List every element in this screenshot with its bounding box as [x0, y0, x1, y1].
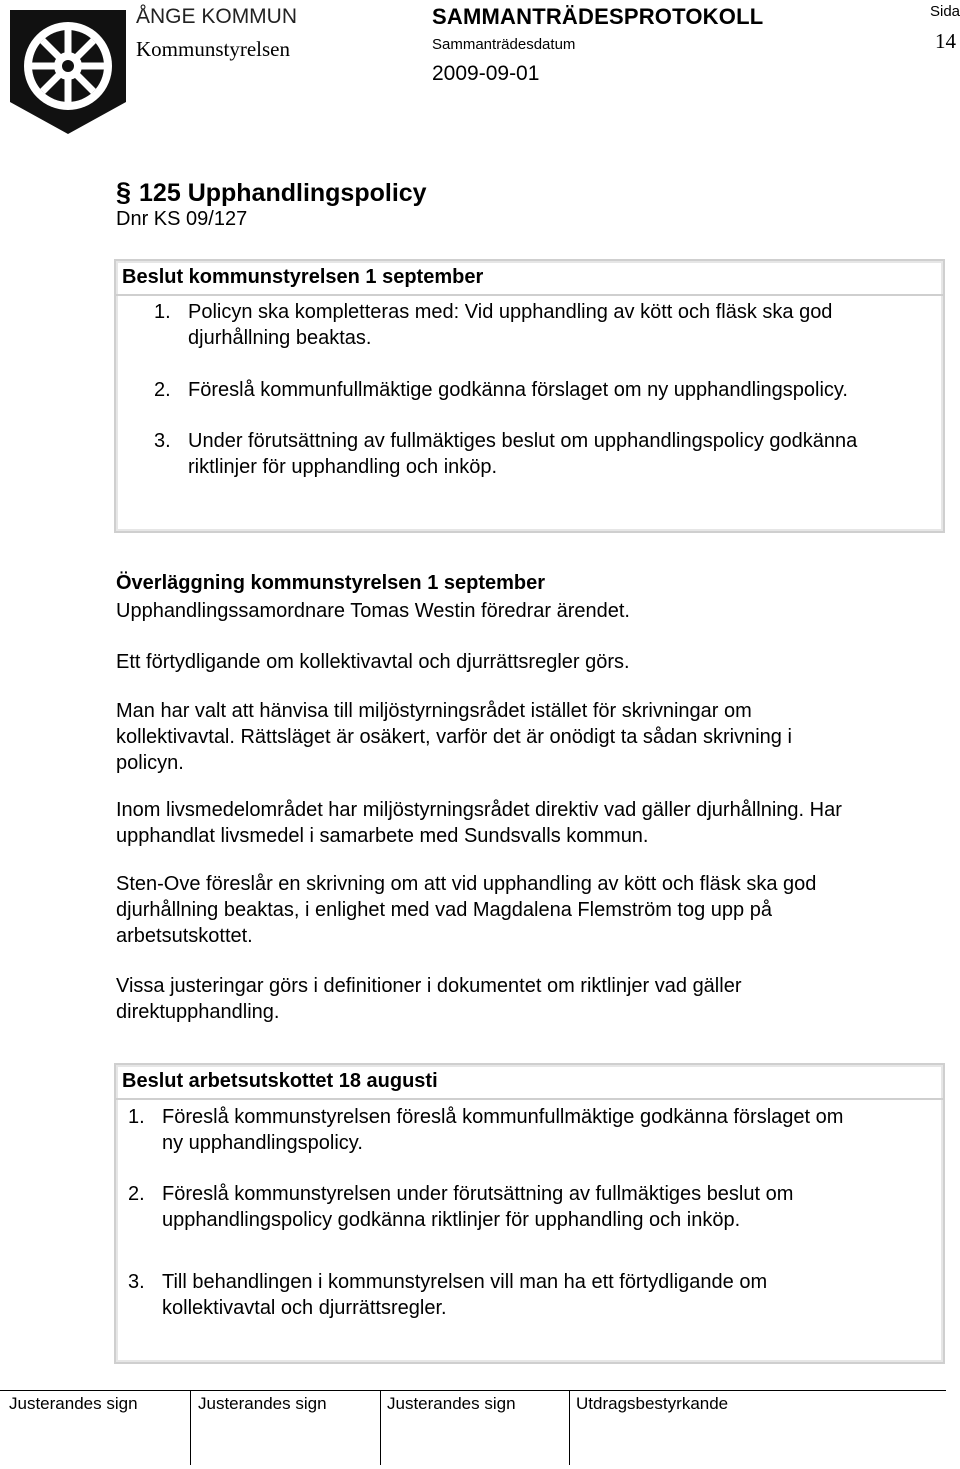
page-label: Sida: [930, 3, 960, 20]
case-number: Dnr KS 09/127: [116, 208, 248, 230]
list-item-line: kollektivavtal och djurrättsregler.: [162, 1297, 447, 1319]
list-item-number: 1.: [128, 1106, 145, 1128]
section-title-text: 125 Upphandlingspolicy: [139, 179, 427, 207]
paragraph: [116, 973, 741, 1025]
paragraph-line: direktupphandling.: [116, 1001, 280, 1023]
list-item-number: 2.: [128, 1183, 145, 1205]
meeting-date-label: Sammanträdesdatum: [432, 36, 576, 53]
protocol-title: SAMMANTRÄDESPROTOKOLL: [432, 4, 764, 29]
list-item-number: 2.: [154, 379, 171, 401]
list-item-line: Föreslå kommunstyrelsen föreslå kommunfullmäktige godkänna förslaget om: [162, 1106, 844, 1128]
paragraph-line: Upphandlingssamordnare Tomas Westin föredrar ärendet.: [116, 600, 630, 622]
section-symbol: §: [116, 177, 132, 207]
list-item-number: 1.: [154, 301, 171, 323]
section-title: [116, 177, 427, 208]
footer-rule: [0, 1390, 946, 1391]
paragraph-line: Ett förtydligande om kollektivavtal och djurrättsregler görs.: [116, 651, 630, 673]
list-item-line: Till behandlingen i kommunstyrelsen vill man ha ett förtydligande om: [162, 1271, 768, 1293]
paragraph-line: policyn.: [116, 752, 184, 774]
paragraph-line: Vissa justeringar görs i definitioner i dokumentet om riktlinjer vad gäller: [116, 975, 742, 997]
footer-certification-label: Utdragsbestyrkande: [576, 1394, 729, 1413]
footer-signature-label: Justerandes sign: [198, 1394, 327, 1413]
list-item-line: djurhållning beaktas.: [188, 327, 372, 349]
paragraph: [116, 698, 792, 776]
footer-divider: [380, 1390, 381, 1465]
paragraph: [116, 797, 842, 849]
decision-ks-heading: Beslut kommunstyrelsen 1 september: [122, 266, 484, 288]
paragraph-line: Sten-Ove föreslår en skrivning om att vid upphandling av kött och fläsk ska god: [116, 873, 817, 895]
footer-divider: [190, 1390, 191, 1465]
paragraph-line: Man har valt att hänvisa till miljöstyrningsrådet istället för skrivningar om: [116, 700, 752, 722]
decision-box-ks-divider: [116, 294, 943, 296]
page-number: 14: [935, 29, 956, 53]
list-item-line: ny upphandlingspolicy.: [162, 1132, 363, 1154]
deliberation-heading: Överläggning kommunstyrelsen 1 september: [116, 572, 546, 594]
paragraph-line: djurhållning beaktas, i enlighet med vad Magdalena Flemström tog upp på: [116, 899, 772, 921]
list-item-number: 3.: [154, 430, 171, 452]
list-item-line: Föreslå kommunfullmäktige godkänna förslaget om ny upphandlingspolicy.: [188, 379, 848, 401]
list-item-line: Föreslå kommunstyrelsen under förutsättning av fullmäktiges beslut om: [162, 1183, 794, 1205]
list-item-number: 3.: [128, 1271, 145, 1293]
paragraph-line: upphandlat livsmedel i samarbete med Sundsvalls kommun.: [116, 825, 649, 847]
meeting-date-value: 2009-09-01: [432, 62, 540, 85]
list-item-line: riktlinjer för upphandling och inköp.: [188, 456, 498, 478]
paragraph: [116, 649, 630, 675]
list-item-line: Under förutsättning av fullmäktiges beslut om upphandlingspolicy godkänna: [188, 430, 858, 452]
decision-box-au-divider: [116, 1098, 943, 1100]
municipality-name: ÅNGE KOMMUN: [136, 5, 298, 28]
paragraph-line: kollektivavtal. Rättsläget är osäkert, varför det är onödigt ta sådan skrivning i: [116, 726, 792, 748]
decision-au-heading: Beslut arbetsutskottet 18 augusti: [122, 1070, 438, 1092]
municipal-wheel-crest-icon: [6, 6, 130, 138]
paragraph-line: Inom livsmedelområdet har miljöstyrningsrådet direktiv vad gäller djurhållning. Har: [116, 799, 842, 821]
footer-signature-label: Justerandes sign: [387, 1394, 516, 1413]
paragraph: [116, 871, 816, 949]
paragraph-line: arbetsutskottet.: [116, 925, 253, 947]
footer-signature-label: Justerandes sign: [9, 1394, 138, 1413]
list-item-line: upphandlingspolicy godkänna riktlinjer för upphandling och inköp.: [162, 1209, 741, 1231]
committee-name: Kommunstyrelsen: [136, 37, 290, 61]
paragraph: [116, 598, 630, 624]
footer-divider: [569, 1390, 570, 1465]
list-item-line: Policyn ska kompletteras med: Vid upphandling av kött och fläsk ska god: [188, 301, 833, 323]
